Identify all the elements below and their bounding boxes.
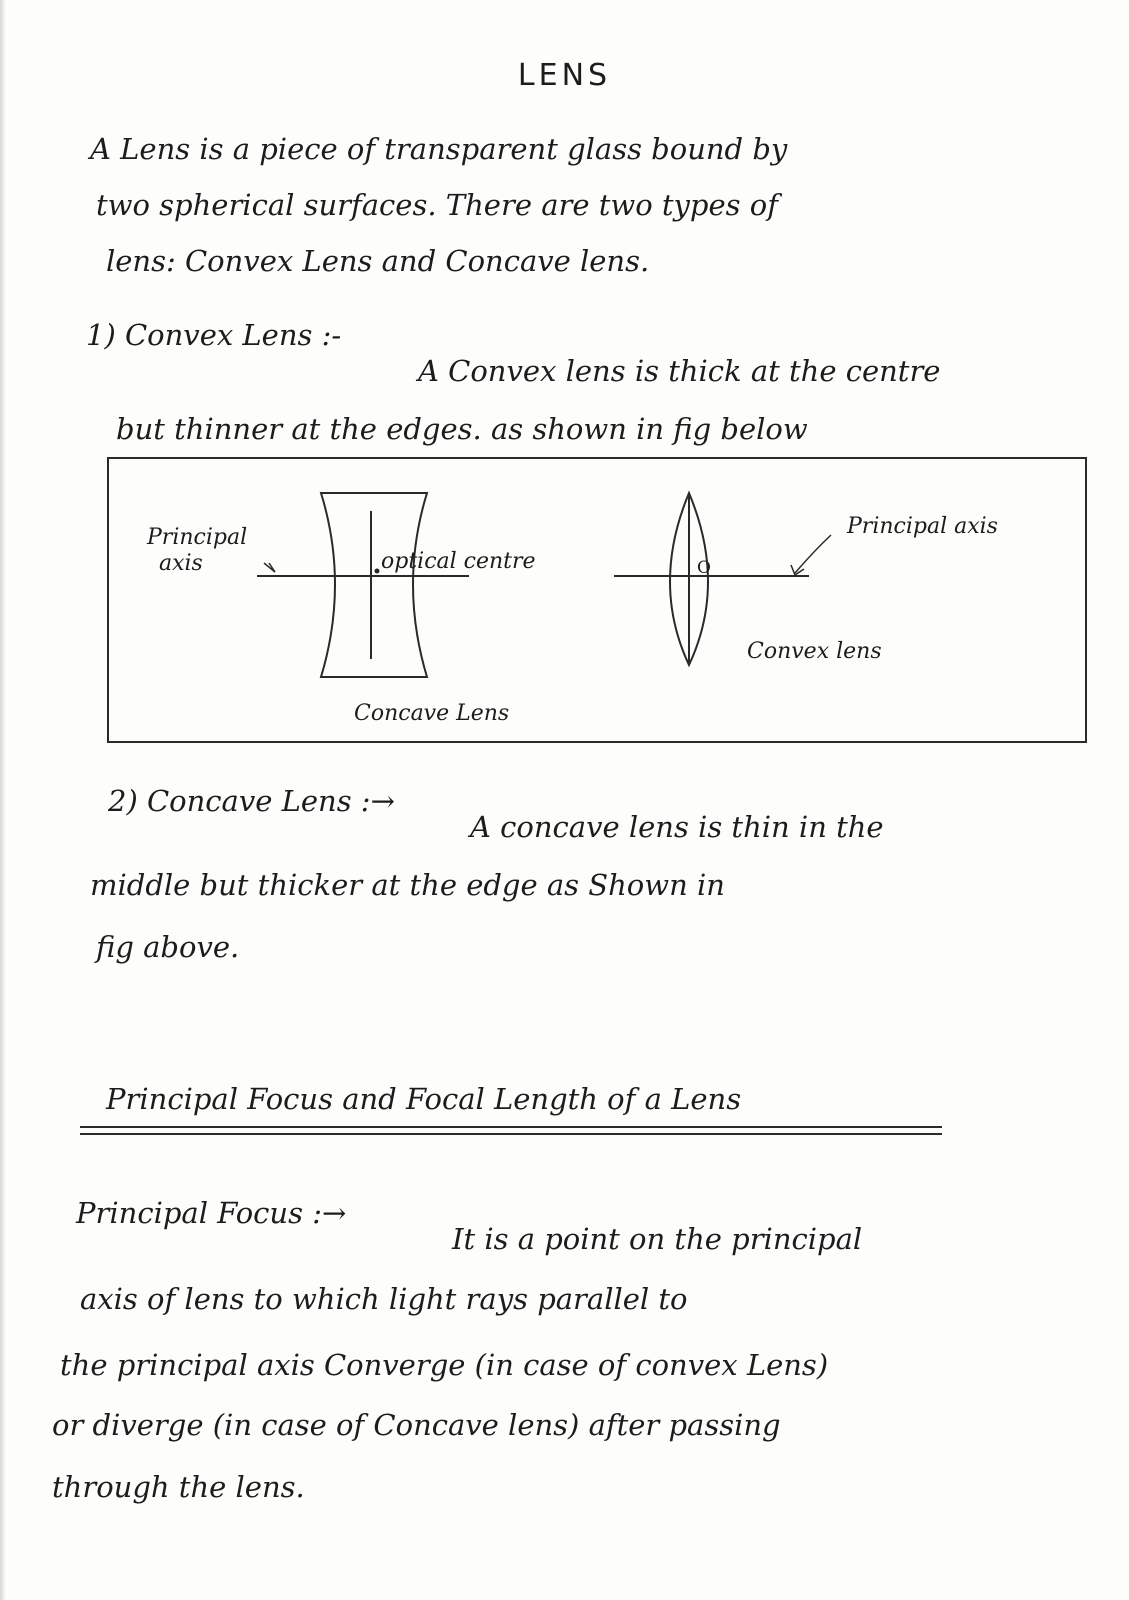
intro-line-3: lens: Convex Lens and Concave lens. [106,244,650,278]
principal-axis-right-label: Principal axis [847,514,998,539]
page-title: LENS [517,58,612,93]
principal-focus-line-4: or diverge (in case of Concave lens) after passing [52,1408,781,1442]
page-edge [0,0,6,1600]
section-2-line-3: fig above. [96,930,240,964]
concave-lens-caption: Concave Lens [354,701,510,726]
principal-focus-label: Principal Focus :→ [76,1196,347,1230]
heading-underline-2 [80,1133,942,1135]
convex-lens-caption: Convex lens [747,639,882,664]
principal-focus-line-5: through the lens. [52,1470,305,1504]
principal-axis-left-label-line-1: Principal [147,525,248,550]
lens-figure [107,457,1087,743]
section-1-line-1: A Convex lens is thick at the centre [418,354,941,388]
principal-axis-left-label-line-2: axis [159,551,203,576]
optical-centre-label: optical centre [381,549,536,574]
section-3-heading: Principal Focus and Focal Length of a Lens [106,1082,742,1116]
heading-underline-1 [80,1126,942,1128]
principal-axis-left-arrow [264,563,275,572]
principal-focus-line-2: axis of lens to which light rays parallel to [80,1282,688,1316]
section-2-line-2: middle but thicker at the edge as Shown in [90,868,725,902]
principal-focus-line-3: the principal axis Converge (in case of convex Lens) [60,1348,829,1382]
optical-centre-mark: O [697,558,711,578]
intro-line-2: two spherical surfaces. There are two types of [96,188,778,222]
principal-focus-line-1: It is a point on the principal [452,1222,863,1256]
section-1-heading: 1) Convex Lens :- [86,318,342,352]
concave-lens-shape [321,493,427,677]
section-1-line-2: but thinner at the edges. as shown in fig below [116,412,808,446]
principal-axis-right-arrow [795,535,831,573]
lens-diagram [109,459,1089,745]
section-2-line-1: A concave lens is thin in the [470,810,884,844]
section-2-heading: 2) Concave Lens :→ [108,784,395,818]
intro-line-1: A Lens is a piece of transparent glass bound by [90,132,788,166]
optical-centre-dot [375,569,380,574]
